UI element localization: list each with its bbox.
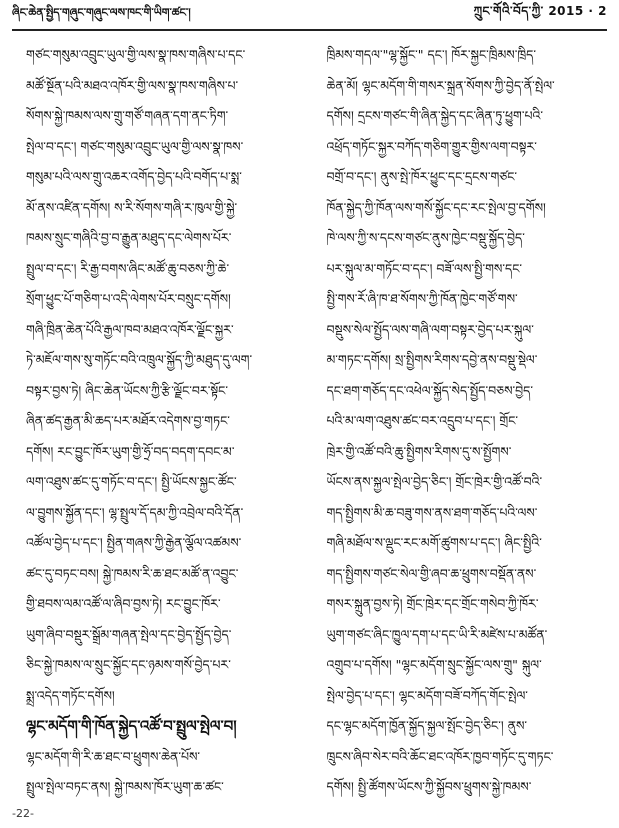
text-line: དགོས། སྤྱི་ཚོགས་ཡོངས་ཀྱི་སྐྱོབས་ཕྲུགས་སྐྱེ་ཁམས་	[326, 779, 532, 794]
text-line: ཁྲིམས་གདལ་"ལྷ་སྐྱོང་" དང་། ཁོར་སྐྱང་ཁྲིམས་ཁྲིད་	[326, 47, 536, 62]
text-line: གྱི་ཐབས་ལམ་འཚོ་ལ་ཞིབ་བྱས་ཏེ། རང་བྱུང་ཁོར་	[26, 596, 221, 611]
text-line: ལག་འཐུས་ཚང་དུ་གཏོང་བ་དང་། སྤྱི་ཡོངས་སྐྱང་ཚོང་	[26, 474, 237, 489]
text-line: ལ་བྱུགས་སྐྱོན་དང་། ལྷ་སྤྲུལ་དོ་དམ་ཀྱི་འབྲེལ་བའི་དོན་	[26, 504, 244, 520]
text-line: གསུམ་པའི་ལས་གྲུ་འཆར་འགོད་བྱེད་པའི་བགོད་པ་སྨ་	[26, 169, 242, 184]
text-line: སྤེལ་བ་དང་། གཙང་གསུམ་འབྲུང་ཡུལ་གྱི་ལས་སྣ་ཁས་	[26, 138, 244, 154]
text-line: འགྲུབ་པ་དགོས། "ལྷང་མདོག་སྲུང་སྐྱོང་ལས་གྲུ" སྐུལ་	[326, 657, 542, 672]
text-line: མ་གཏང་དགོས། སྲ་སྤྱིགས་རིགས་དབྱེ་ནས་བསྡུ་སྡེལ་	[326, 352, 538, 367]
text-line: གད་སྤྱིགས་མི་ཆ་བཟུ་གས་ནས་ཐག་གཅོད་པའི་ལས་	[326, 504, 538, 520]
text-line: ཁེ་ལས་ཀྱི་ས་དངས་གཙང་ནུས་ཁྱེང་བསྡུ་སྐྱོད་བྱེད་	[326, 230, 525, 245]
text-line: མོ་ནས་འཛིན་དགོས། ས་རི་སོགས་གཞི་ར་ཁུལ་གྱི་སྐྱེ་	[26, 199, 238, 215]
journal-issue-mark: ཀྲུང་གོའི་བོད་ཀྱི་ 2015 · 2	[473, 4, 607, 18]
text-line: སོགས་སྐྱེ་ཁམས་ལས་གྲུ་གཙོ་གཞན་དག་ནང་ཏིག་	[26, 108, 229, 123]
text-line: ཡུག་ཞིབ་བསྡུར་སྒྲོམ་གཞན་སྤེལ་དང་བྱེད་སྤྱོད་བྱེད་	[26, 626, 232, 642]
text-line: སྲོག་ཕྱུང་པོ་གཅིག་པ་འདི་ལེགས་པོར་བསྲུང་དགོས།	[26, 291, 231, 306]
header-rule	[12, 29, 607, 31]
text-line: ལྷང་མདོག་གི་རི་ཆ་ཐང་བ་ཕྲུགས་ཆེན་པོས་	[26, 748, 201, 764]
running-head: ཞིང་ཆེན་སྤྱིད་གཞུང་གཞུང་ལས་ཁང་གི་ཡིག་ཚང་།	[12, 5, 191, 19]
text-line: བགྲོ་བ་དང་། ནུས་སྤེ་ཁོར་ཕྱུང་དང་དྲངས་གཙང་	[326, 169, 518, 184]
text-line: ཁོན་སྐྱེད་ཀྱི་ཁོན་ལས་གསོ་སྐྱོང་དང་རང་སྤེལ་བྱ་དགོས།	[326, 199, 546, 215]
text-line: སྤྲུལ་སྤེལ་བཏང་ནས། སྐྱེ་ཁམས་ཁོར་ཡུག་ཆ་ཚང་	[26, 779, 224, 794]
two-column-body	[26, 40, 597, 794]
text-line: སྨྲ་འདེད་གཏོང་དགོས།	[26, 687, 115, 703]
text-line: པར་སྐུལ་མ་གཏོང་བ་དང་། བཟོ་ལས་སྤྱི་གས་དང་	[326, 260, 523, 276]
text-line: དགོས། དྲངས་གཙང་གི་ཞིན་སྐྱེད་དང་ཞིན་ཏུ་ཕྱུག་པའི་	[326, 108, 543, 123]
text-line: གཞི་ཁྲིན་ཆེན་པོའི་རྒྱལ་ཁབ་མཐའ་འཁོར་ལྗོང་སྐྱར་	[26, 321, 234, 337]
text-line: ཡུག་གཙང་ཞིང་ཁྱུལ་དག་པ་དང་ཡི་རི་མཛེས་པ་མཚོན་	[326, 626, 548, 642]
text-line: དང་ལྷང་མདོག་ཁྱོན་སྐྱོད་སྐྱལ་སྤོང་བྱེད་ཅིང་། ནུས་	[326, 718, 528, 733]
text-line: མཚོ་སྔོན་པའི་མཐའ་འཁོར་གྱི་ལས་སྣ་ཁས་གཞིས་པ་	[26, 77, 239, 93]
text-line: གཞི་མཐོལ་ས་ལྡུང་རང་མགོ་ཚུགས་པ་དང་། ཞིང་སྤྱིའི་	[326, 535, 542, 550]
text-line: ཅིང་སྐྱེ་ཁམས་ལ་སྲུང་སྐྱོང་དང་ཉམས་གསོ་བྱེད་པར་	[26, 657, 231, 672]
text-line: སྤྱི་གས་རོ་ཞི་ཁ་ཐ་སོགས་ཀྱི་ཁོན་ཁྱེང་གཙོ་གས་	[326, 291, 518, 306]
text-line: ཡོངས་ནས་སྐྱལ་སྤེལ་བྱེད་ཅིང་། གྲོང་ཁྲེར་གྱི་འཚོ་བའི་	[326, 474, 543, 489]
text-line: ཚང་དུ་བཏང་བས། སྐྱེ་ཁམས་རི་ཆ་ཐང་མཚོ་ན་འབྱུང་	[26, 565, 239, 581]
text-line: སྤེལ་བྱེད་པ་དང་། ལྷང་མདོག་བཟོ་བཀོད་གོང་སྤེལ་	[326, 687, 528, 703]
text-line: སྤྲུལ་བ་དང་། རི་རྒྱ་བགས་ཞིང་མཚོ་ཆུ་བཅས་ཀྱི་ཆེ་	[26, 260, 230, 276]
text-line: དང་ཐག་གཅོད་དང་འཕེལ་སྐྱོད་སེད་སྤྱོད་བཅས་བྱེད་	[326, 382, 534, 398]
text-line: ཁྲུངས་ཞིབ་སེར་བའི་ཆོང་ཐང་འཁོར་ཁྱབ་གཏོང་དུ་གཏང་	[326, 748, 554, 764]
text-line: དགོས། རང་བྱུང་ཁོར་ཡུག་གྱི་ཧྲོ་བད་བདག་དབང་མ་	[26, 443, 235, 459]
page-number: -22-	[12, 807, 34, 820]
text-line: འཚོལ་བྱེད་པ་དང་། སྤྱིན་གཞས་ཀྱི་རྒྱེན་ལྕོལ་འཚམས་	[26, 535, 242, 550]
text-line: ཁྲེར་གྱི་འཚོ་བའི་ཆུ་སྤྱིགས་རིགས་དུ་ས་སྤྱོགས་	[326, 443, 512, 459]
text-line: ཞིན་ཚད་རྒྱན་མི་ཆད་པར་མཐོར་འདེགས་བྱ་གཏང་	[26, 413, 230, 428]
text-line: པའི་མ་ལག་འཐུས་ཚང་བར་འདྲུབ་པ་དང་། གྲོང་	[326, 413, 519, 428]
right-column	[327, 40, 598, 803]
text-line: ཆེན་མོ། ལྷང་མདོག་གི་གསར་སྐྲན་སོགས་ཀྱི་བྱེད་ནོ་སྤེལ་	[326, 77, 555, 93]
text-line: བསྟར་བྱས་ཏེ། ཞིང་ཆེན་ཡོངས་ཀྱི་རྩི་ལྗོང་བར་སྟོང་	[26, 382, 228, 398]
text-line: གསར་སྐྲུན་བྱས་ཏེ། གྲོང་ཁྲེར་དང་གྲོང་གསེབ་ཀྱི་ཁོར་	[326, 596, 539, 611]
text-line: ཏེ་མཇོལ་གས་སུ་གཏོང་བའི་འཁྲུལ་སྐྱོད་ཀྱི་མཐུད་དུ་ལག་	[26, 352, 253, 367]
text-line: འཕྲོད་གཏོང་སྐྱར་བཀོད་གཅིག་གྱུར་གྱིས་ལག་བསྟར་	[326, 138, 537, 154]
left-column	[26, 40, 297, 803]
section-heading-line: ལྷང་མདོག་གི་ཁོན་སྐྱེད་འཚོ་བ་སྤྲུལ་སྤེལ་བ།	[26, 717, 237, 735]
text-line: ཁམས་སྲུང་གཞིའི་བྱ་བ་རྒྱུན་མཐུད་དང་ལེགས་པོར་	[26, 230, 232, 245]
text-line: གད་སྤྱིགས་གཙང་སེལ་གྱི་ཞབ་ཆ་ཕྲུགས་བསྡོན་ནས་	[326, 565, 537, 581]
text-line: གཙང་གསུམ་འབྲུང་ཡུལ་གྱི་ལས་སྣ་ཁས་གཞིས་པ་དང་	[26, 47, 246, 62]
page-header	[12, 4, 607, 26]
text-line: བསྡུས་སེལ་སྤྱོད་ལས་གཞི་ལག་བསྟར་བྱེད་པར་སྐུལ་	[326, 321, 534, 337]
